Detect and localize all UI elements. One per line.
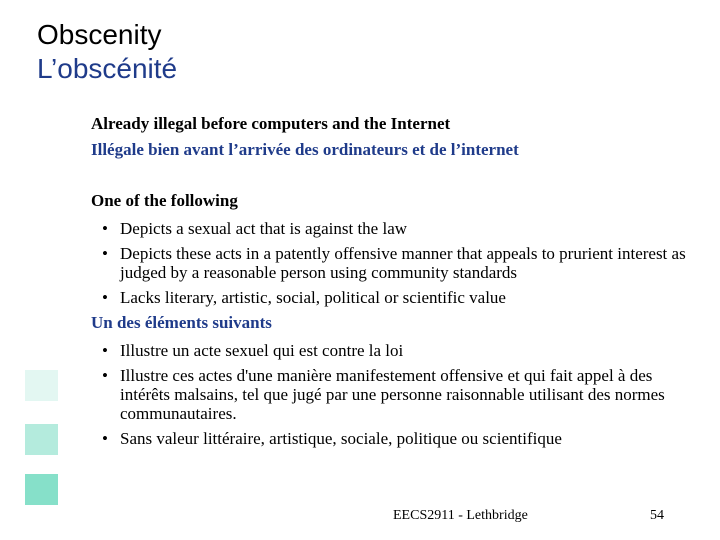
criteria-heading-english: One of the following xyxy=(91,191,238,210)
criteria-list-english xyxy=(91,219,691,307)
list-item xyxy=(102,288,691,307)
bullet-icon: • xyxy=(102,244,108,263)
criteria-list-french xyxy=(91,341,691,448)
intro-block xyxy=(91,111,691,163)
page-number: 54 xyxy=(650,508,664,523)
decorative-square-light xyxy=(25,370,58,401)
bullet-icon: • xyxy=(102,341,108,360)
decorative-square-dark xyxy=(25,474,58,505)
list-item xyxy=(102,366,691,423)
bullet-icon: • xyxy=(102,429,108,448)
title-french: L’obscénité xyxy=(37,53,178,84)
bullet-text: Depicts these acts in a patently offensive manner that appeals to prurient interest as judged by a reasonable person using community standards xyxy=(120,244,686,282)
slide-body xyxy=(91,111,691,448)
bullet-icon: • xyxy=(102,288,108,307)
title-english: Obscenity xyxy=(37,19,162,50)
criteria-section xyxy=(91,189,691,448)
bullet-text: Illustre un acte sexuel qui est contre la loi xyxy=(120,341,404,360)
bullet-text: Illustre ces actes d'une manière manifestement offensive et qui fait appel à des intérêts malsains, tel que jugé par une personne raisonnable utilisant des normes communautaires. xyxy=(120,366,665,423)
bullet-text: Sans valeur littéraire, artistique, sociale, politique ou scientifique xyxy=(120,429,562,448)
bullet-icon: • xyxy=(102,219,108,238)
bullet-text: Lacks literary, artistic, social, political or scientific value xyxy=(120,288,506,307)
intro-french: Illégale bien avant l’arrivée des ordinateurs et de l’internet xyxy=(91,140,519,159)
decorative-square-mid xyxy=(25,424,58,455)
criteria-heading-french: Un des éléments suivants xyxy=(91,313,272,332)
intro-english: Already illegal before computers and the Internet xyxy=(91,114,451,133)
bullet-text: Depicts a sexual act that is against the law xyxy=(120,219,408,238)
list-item xyxy=(102,244,691,282)
footer-text: EECS2911 - Lethbridge xyxy=(393,508,528,523)
list-item xyxy=(102,219,691,238)
bullet-icon: • xyxy=(102,366,108,385)
list-item xyxy=(102,429,691,448)
slide-title xyxy=(37,18,177,86)
list-item xyxy=(102,341,691,360)
